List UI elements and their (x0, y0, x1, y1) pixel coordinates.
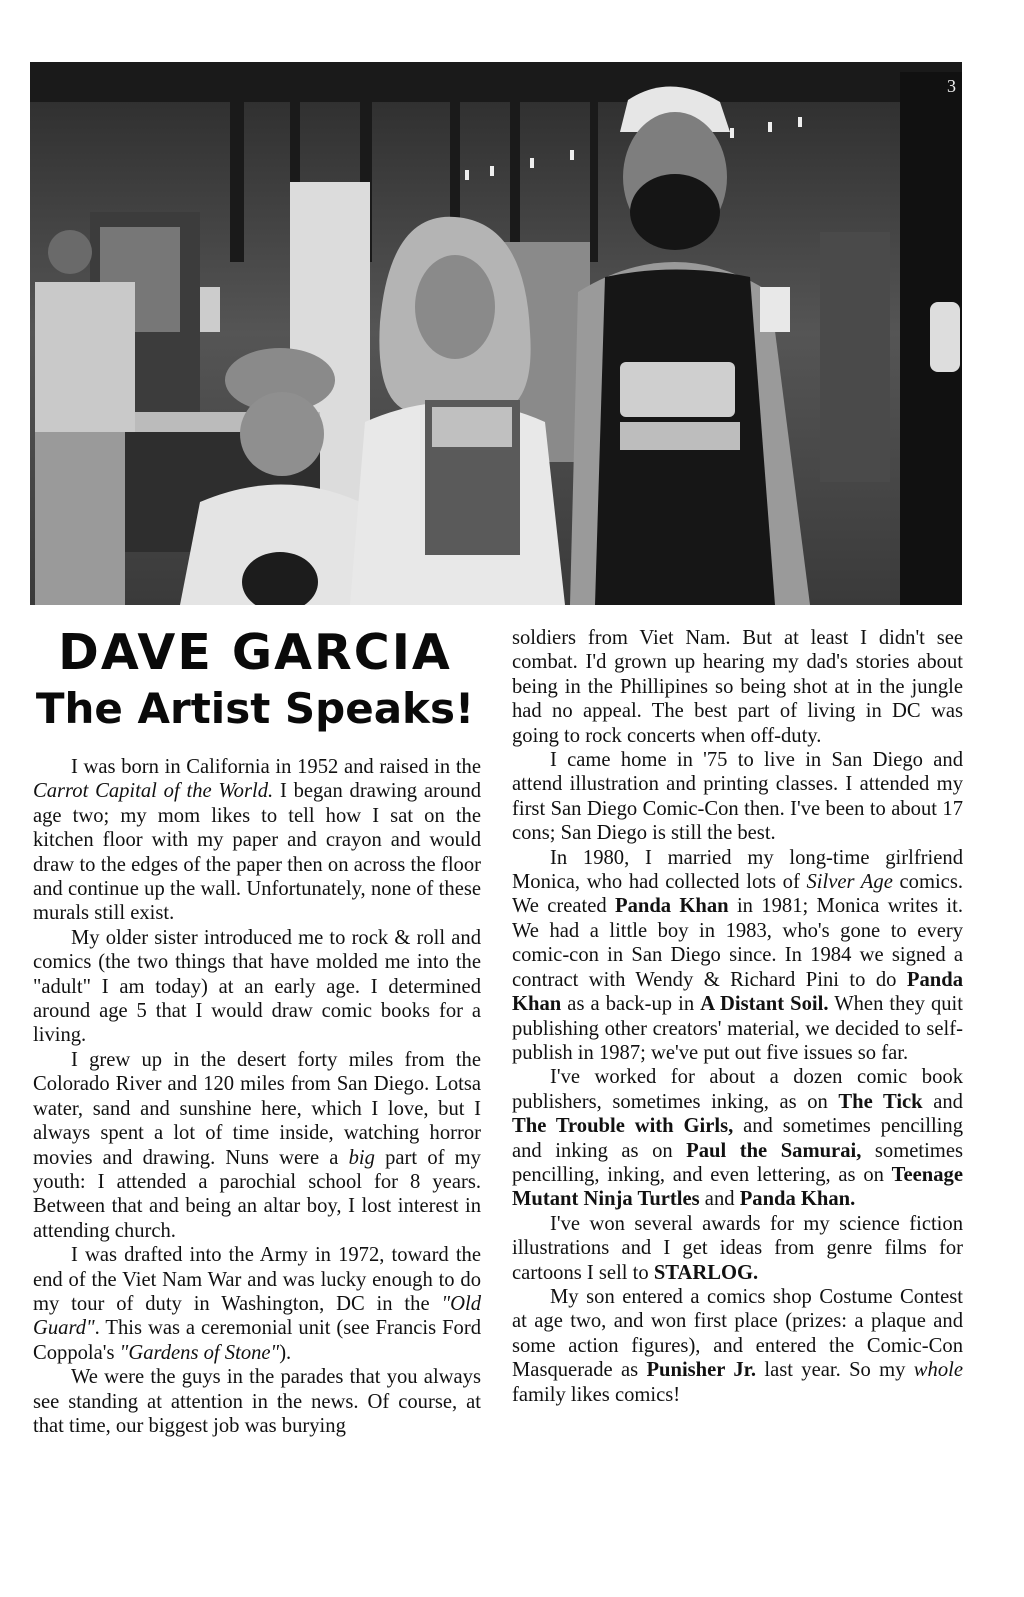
headline-subtitle: The Artist Speaks! (35, 684, 475, 733)
paragraph-came-home: I came home in '75 to live in San Diego and attend illustration and printing classes. I attended my first San Diego Comic-Con then. I've been to about 17 cons; San Diego is still the best. (512, 749, 963, 845)
paragraph-publishers: I've worked for about a dozen comic book publishers, sometimes inking, as on The Tick and The Trouble with Girls, and sometimes pencilling and inking as on Paul the Samurai, sometimes pencilling, inking, and even lettering, as on Teenage Mutant Ninja Turtles and Panda Khan. (512, 1066, 963, 1211)
article-headline (30, 625, 480, 737)
paragraph-son: My son entered a comics shop Costume Contest at age two, and won first place (prizes: a plaque and some action figures), and entered the Comic-Con Masquerade as Punisher Jr. last year. So my whole family likes comics! (512, 1285, 963, 1406)
paragraph-sister: My older sister introduced me to rock & roll and comics (the two things that have molded me into the "adult" I am today) at an early age. I determined around age 5 that I would draw comic books for a living. (33, 926, 481, 1047)
paragraph-married: In 1980, I married my long-time girlfriend Monica, who had collected lots of Silver Age comics. We created Panda Khan in 1981; Monica writes it. We had a little boy in 1983, who's gone to every comic-con in San Diego since. In 1984 we signed a contract with Wendy & Richard Pini to do Panda Khan as a back-up in A Distant Soil. When they quit publishing other creators' material, we decided to self-publish in 1987; we've put out five issues so far. (512, 846, 963, 1064)
paragraph-parades: We were the guys in the parades that you always see standing at attention in the news. Of course, at that time, our biggest job was burying (33, 1366, 481, 1437)
article-photo (30, 62, 962, 605)
photo-illustration (30, 62, 962, 605)
paragraph-awards: I've won several awards for my science fiction illustrations and I get ideas from genre films for cartoons I sell to STARLOG. (512, 1212, 963, 1284)
right-column (512, 626, 963, 1407)
paragraph-soldiers: soldiers from Viet Nam. But at least I didn't see combat. I'd grown up hearing my dad's stories about being in the Phillipines so being shot at in the jungle had no appeal. The best part of living in DC was going to rock concerts when off-duty. (512, 627, 963, 747)
paragraph-army: I was drafted into the Army in 1972, toward the end of the Viet Nam War and was lucky enough to do my tour of duty in Washington, DC in the "Old Guard". This was a ceremonial unit (see Francis Ford Coppola's "Gardens of Stone"). (33, 1244, 481, 1364)
paragraph-desert: I grew up in the desert forty miles from the Colorado River and 120 miles from San Diego. Lotsa water, sand and sunshine here, which I love, but I always spent a lot of time inside, watching horror movies and drawing. Nuns were a big part of my youth: I attended a parochial school for 8 years. Between that and being an altar boy, I lost interest in attending church. (33, 1048, 481, 1242)
paragraph-born: I was born in California in 1952 and raised in the Carrot Capital of the World. I began drawing around age two; my mom likes to tell how I sat on the kitchen floor with my paper and crayon and would draw to the edges of the paper then on across the floor and continue up the wall. Unfortunately, none of these murals still exist. (33, 756, 482, 925)
headline-name: DAVE GARCIA (58, 624, 452, 681)
left-column (33, 755, 481, 1438)
photo-corner-tag: 3 (947, 76, 956, 96)
